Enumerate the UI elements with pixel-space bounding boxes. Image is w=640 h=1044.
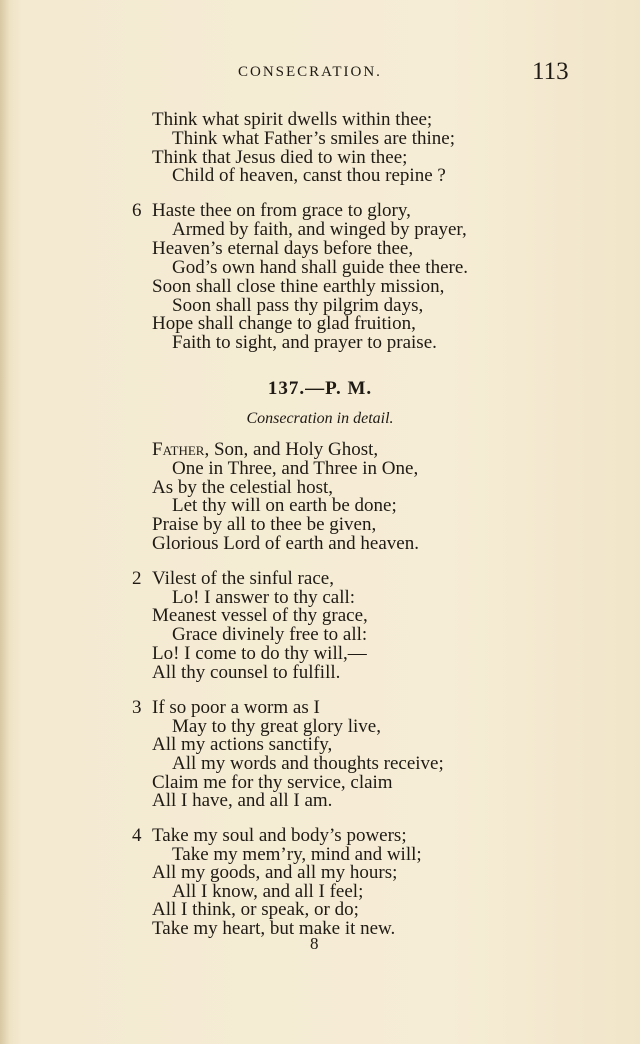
verse-line: If so poor a worm as I [152, 697, 320, 718]
verse-line: Praise by all to thee be given, [152, 514, 377, 535]
verse-line: Let thy will on earth be done; [172, 495, 397, 516]
verse-line: All I have, and all I am. [152, 790, 333, 811]
running-header [0, 58, 640, 86]
verse-line: Soon shall close thine earthly mission, [152, 276, 445, 297]
verse-line: All my goods, and all my hours; [152, 862, 398, 883]
stanza-number: 6 [132, 200, 142, 221]
verse-line: Soon shall pass thy pilgrim days, [172, 295, 424, 316]
verse-line: Glorious Lord of earth and heaven. [152, 533, 419, 554]
verse-line: All I know, and all I feel; [172, 881, 364, 902]
hymn-subtitle: Consecration in detail. [246, 410, 394, 427]
verse-line: Lo! I answer to thy call: [172, 587, 356, 608]
verse-line: As by the celestial host, [152, 477, 333, 498]
verse-line: Think what Father’s smiles are thine; [172, 128, 456, 149]
hymn-heading: 137.—P. M. [267, 378, 373, 399]
verse-line: May to thy great glory live, [172, 716, 381, 737]
verse-line: God’s own hand shall guide thee there. [172, 257, 469, 278]
stanza-number: 2 [132, 568, 142, 589]
verse-line: Think that Jesus died to win thee; [152, 147, 408, 168]
page-number: 113 [532, 58, 569, 85]
verse-line: Meanest vessel of thy grace, [152, 605, 368, 626]
verse-line: Hope shall change to glad fruition, [152, 313, 416, 334]
running-title: CONSECRATION. [238, 64, 382, 80]
verse-line: Faith to sight, and prayer to praise. [172, 332, 437, 353]
verse-line: Grace divinely free to all: [172, 624, 368, 645]
first-word: Father [152, 439, 205, 460]
verse-line: Vilest of the sinful race, [152, 568, 334, 589]
signature-mark: 8 [310, 934, 319, 953]
verse-line: Take my soul and body’s powers; [152, 825, 407, 846]
verse-line: All my actions sanctify, [152, 734, 333, 755]
verse-line: All my words and thoughts receive; [172, 753, 444, 774]
verse-line: Lo! I come to do thy will,— [152, 643, 367, 664]
verse-line: One in Three, and Three in One, [172, 458, 419, 479]
first-line-rest: , Son, and Holy Ghost, [204, 439, 379, 460]
verse-line: Haste thee on from grace to glory, [152, 200, 411, 221]
stanza-number: 4 [132, 825, 142, 846]
verse-line: Take my heart, but make it new. [152, 918, 396, 939]
verse-line: Take my mem’ry, mind and will; [172, 844, 422, 865]
verse-line: All thy counsel to fulfill. [152, 662, 341, 683]
verse-line: Claim me for thy service, claim [152, 772, 393, 793]
verse-line: All I think, or speak, or do; [152, 899, 359, 920]
verse-line: Think what spirit dwells within thee; [152, 109, 433, 130]
verse-line: Heaven’s eternal days before thee, [152, 238, 414, 259]
verse-line: Child of heaven, canst thou repine ? [172, 165, 446, 186]
stanza-number: 3 [132, 697, 142, 718]
verse-line: Armed by faith, and winged by prayer, [172, 219, 467, 240]
